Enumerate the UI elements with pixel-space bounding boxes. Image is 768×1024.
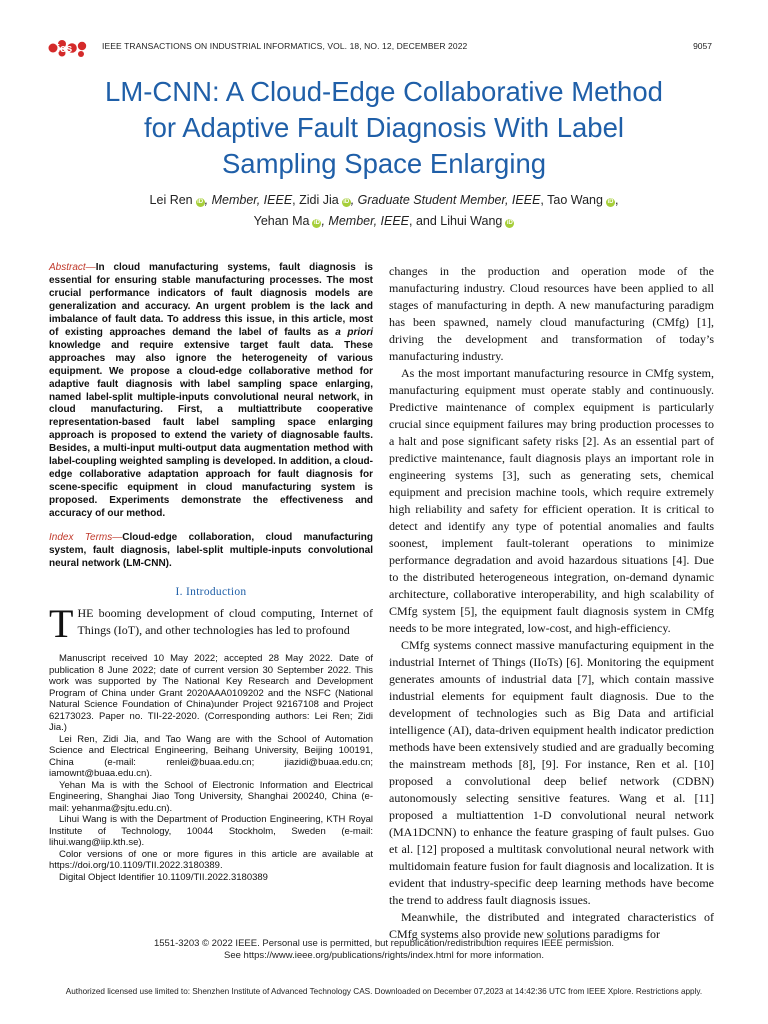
intro-paragraph bbox=[49, 601, 373, 647]
abstract bbox=[49, 262, 373, 521]
author-name: Lei Ren bbox=[149, 193, 193, 207]
author-line-1 bbox=[40, 190, 728, 211]
body-paragraph: Meanwhile, the distributed and integrated characteristics of CMfg systems also provide new solutions paradigms for bbox=[389, 910, 714, 941]
author-list bbox=[40, 190, 728, 232]
running-header bbox=[48, 38, 712, 58]
body-paragraph: changes in the production and operation mode of the manufacturing industry. Cloud resources have been applied to all stages of manufacturing in depth. A new manufacturing paradigm has been spawned, namely cloud manufacturing (CMfg) [1], driving the development and transformation of today’s manufacturing industry. bbox=[389, 264, 714, 363]
title-line-2: for Adaptive Fault Diagnosis With Label bbox=[144, 112, 624, 143]
author-role: , Member, IEEE bbox=[321, 214, 409, 228]
author-name: , Zidi Jia bbox=[292, 193, 339, 207]
page-number: 9057 bbox=[693, 41, 712, 51]
section-heading: I. Introduction bbox=[175, 586, 247, 599]
orcid-icon[interactable]: iD bbox=[313, 220, 320, 226]
author-name: , Tao Wang bbox=[540, 193, 603, 207]
abstract-lead: Abstract— bbox=[49, 262, 96, 273]
author-name: , and Lihui Wang bbox=[409, 214, 503, 228]
footnote-doi: Digital Object Identifier 10.1109/TII.2022.3180389 bbox=[59, 871, 268, 883]
orcid-icon[interactable]: iD bbox=[506, 220, 513, 226]
footnotes bbox=[49, 653, 373, 883]
orcid-icon[interactable]: iD bbox=[197, 199, 204, 205]
index-terms bbox=[49, 531, 373, 570]
author-line-2 bbox=[40, 211, 728, 232]
title-line-1: LM-CNN: A Cloud-Edge Collaborative Method bbox=[105, 76, 663, 107]
copyright-link-line[interactable]: See https://www.ieee.org/publications/rights/index.html for more information. bbox=[224, 950, 544, 961]
ies-logo-icon bbox=[48, 38, 88, 58]
orcid-icon[interactable]: iD bbox=[607, 199, 614, 205]
abstract-text: knowledge and require extensive target fault data. These approaches may also ignore the heterogeneity of various equipment. We propose a cloud-edge collaborative method for adaptive fault diagnosis with label sampling space enlarging, named label-split multiple-inputs convolutional neural network, in cloud manufacturing. First, a multiattribute cooperative representation-based fault label sampling space enlarging approach is proposed to extend the variety of diagnosable faults. Besides, a multi-input multi-output data augmentation method with label-coupling weighted sampling is developed. In addition, a cloud-edge collaborative adaptation approach for fault diagnosis for scene-specific equipment in cloud manufacturing system is proposed. Experiments demonstrate the effectiveness and accuracy of our method. bbox=[49, 339, 373, 520]
abstract-text: In cloud manufacturing systems, fault diagnosis is essential for ensuring stable manufacturing processes. The most crucial performance indicators of fault diagnosis models are generalization and accuracy. An urgent problem is the lack and imbalance of fault data. To address this issue, in this article, most of existing approaches demand the label of faults as bbox=[49, 262, 373, 338]
footnote-color-versions: Color versions of one or more figures in this article are available at https://doi.org/10.1109/TII.2022.3180389. bbox=[49, 848, 373, 872]
right-column bbox=[389, 263, 714, 943]
drop-cap: T bbox=[49, 601, 74, 647]
abstract-emphasis: a priori bbox=[335, 326, 373, 338]
svg-text:ies: ies bbox=[57, 43, 73, 55]
footnote-affiliation-beihang: Lei Ren, Zidi Jia, and Tao Wang are with the School of Automation Science and Electrical Engineering, Beihang University, Beijing 100191, China (e-mail: renlei@buaa.edu.cn; jiazidi@buaa.edu.cn; iamownt@buaa.edu.cn). bbox=[49, 733, 373, 780]
orcid-icon[interactable]: iD bbox=[343, 199, 350, 205]
left-column bbox=[49, 262, 373, 883]
body-paragraph: As the most important manufacturing resource in CMfg system, manufacturing equipment must operate stably and continuously. Predictive maintenance of complex equipment is particularly crucial since equipment failures may bring production processes to a halt and pose significant safety risks [2]. As an essential part of predictive maintenance, fault diagnosis plays an important role in engineering systems [3], such as generating sets, chemical equipment and precision machine tools, which require extremely high reliability and safety for efficient operation. It is critical to detect and identify any type of potential anomalies and faults soonest, implement fault-tolerant operations to minimize performance degradation and avoid hazardous situations [4]. Due to the distributed heterogeneous integration, on-demand dynamic architecture, collaborative interoperability, and high scalability of CMfg system [5], the equipment fault diagnosis system in CMfg needs to be more integrated, low-cost, and high-efficiency. bbox=[389, 366, 714, 635]
author-separator: , bbox=[614, 193, 619, 207]
footnote-manuscript: Manuscript received 10 May 2022; accepted 28 May 2022. Date of publication 8 June 2022; date of current version 30 September 2022. This work was supported by The National Key Research and Development Program of China under Grant 2020AAA0109202 and the NSFC (National Natural Science Foundation of China)under Project 92167108 and Project 62173023. Paper no. TII-22-2020. (Corresponding authors: Lei Ren; Zidi Jia.) bbox=[49, 653, 373, 734]
body-paragraph: CMfg systems connect massive manufacturing equipment in the industrial Internet of Things (IIoTs) [6]. Monitoring the equipment generates amounts of industrial data [7], which contain massive industrial elements for equipment fault diagnosis. Due to the development of technologies such as Big Data and artificial intelligence (AI), data-driven equipment health indicator prediction methods have been extensively studied and are gradually becoming the mainstream methods [8], [9]. For instance, Ren et al. [10] proposed a convolutional deep belief network (CDBN) autonomously selecting sensitive features. Wang et al. [11] proposed a multiattention 1-D convolutional neural network (MA1DCNN) to enhance the feature grasping of fault pulses. Guo et al. [12] proposed a multitask convolutional neural network with multidomain feature fusion for fault diagnosis and localization. It is evident that industry-specific deep learning methods have become the trend to address fault diagnosis issues. bbox=[389, 638, 714, 907]
copyright-notice bbox=[40, 938, 728, 962]
copyright-line: 1551-3203 © 2022 IEEE. Personal use is permitted, but republication/redistribution requires IEEE permission. bbox=[153, 938, 615, 949]
author-role: , Member, IEEE bbox=[204, 193, 293, 207]
author-role: , Graduate Student Member, IEEE bbox=[350, 193, 541, 207]
index-terms-lead: Index Terms— bbox=[49, 532, 123, 544]
footnote-affiliation-sjtu: Yehan Ma is with the School of Electronic Information and Electrical Engineering, Shanghai Jiao Tong University, Shanghai 200240, China (e-mail: yehanma@sjtu.edu.cn). bbox=[49, 779, 373, 814]
title-line-3: Sampling Space Enlarging bbox=[221, 148, 547, 179]
index-terms-text: Cloud-edge collaboration, cloud manufacturing system, fault diagnosis, label-split multiple-inputs convolutional neural network (LM-CNN). bbox=[49, 532, 374, 570]
license-notice: Authorized licensed use limited to: Shenzhen Institute of Advanced Technology CAS. Downloaded on December 07,2023 at 14:42:36 UTC from IEEE Xplore. Restrictions apply. bbox=[65, 987, 703, 996]
paper-title bbox=[40, 74, 728, 182]
intro-text: HE booming development of cloud computing, Internet of Things (IoT), and other technologies has led to profound bbox=[77, 606, 373, 638]
author-name: Yehan Ma bbox=[253, 214, 310, 228]
journal-name: IEEE TRANSACTIONS ON INDUSTRIAL INFORMATICS, VOL. 18, NO. 12, DECEMBER 2022 bbox=[102, 41, 468, 51]
footnote-affiliation-kth: Lihui Wang is with the Department of Production Engineering, KTH Royal Institute of Technology, 10044 Stockholm, Sweden (e-mail: lihui.wang@iip.kth.se). bbox=[49, 814, 373, 849]
